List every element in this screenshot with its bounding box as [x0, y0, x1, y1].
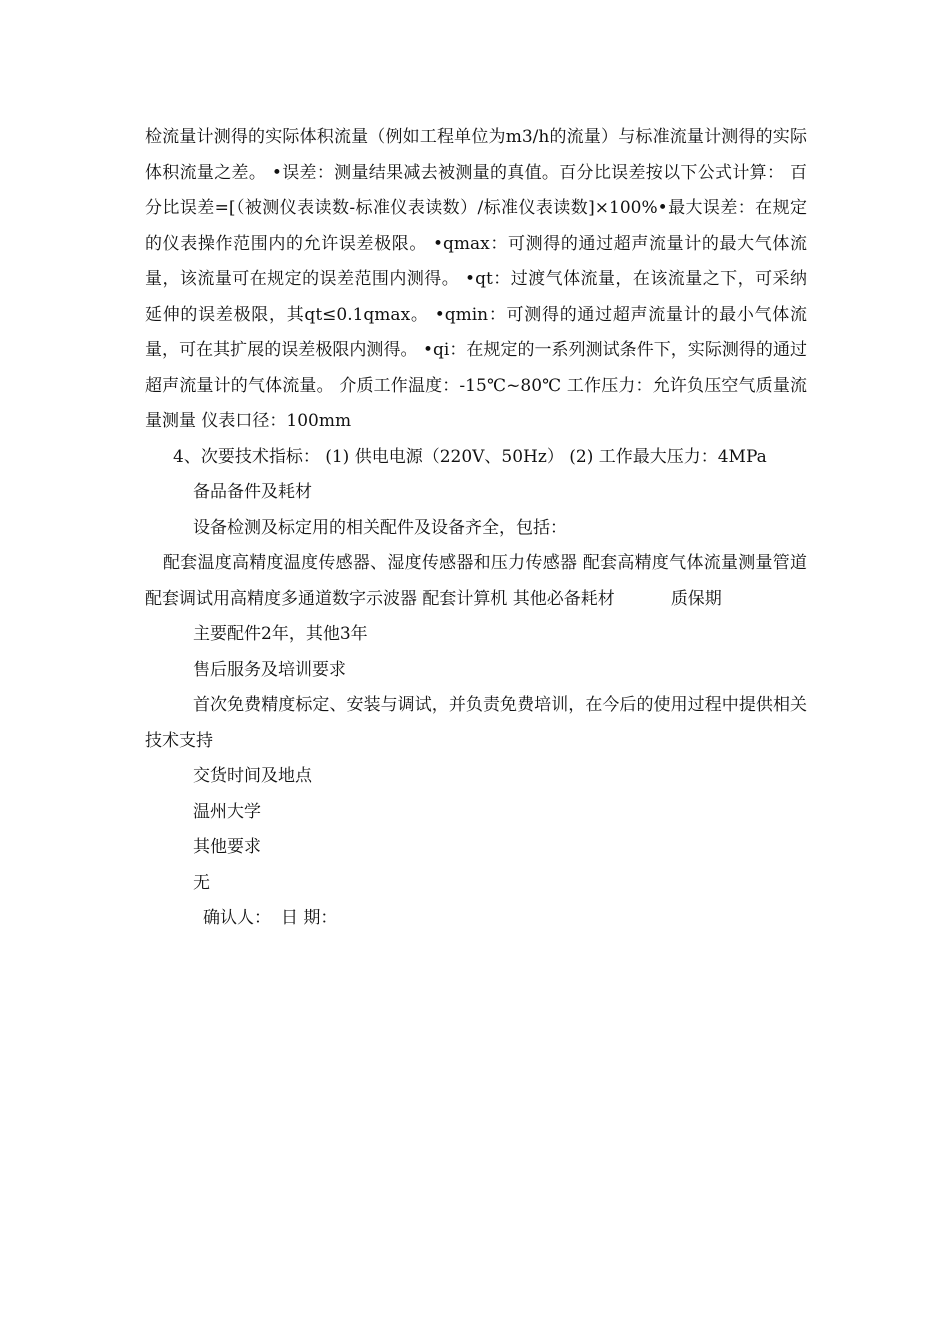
delivery-heading: 交货时间及地点 [193, 766, 312, 786]
warranty-heading: 质保期 [670, 588, 722, 609]
delivery-value: 温州大学 [193, 801, 261, 822]
spares-list-paragraph [145, 546, 807, 617]
spares-list-text: 配套温度高精度温度传感器、湿度传感器和压力传感器 配套高精度气体流量测量管道 配套调试用高精度多通道数字示波器 配套计算机 其他必备耗材 [145, 553, 807, 609]
warranty-value: 主要配件2年，其他3年 [193, 624, 368, 644]
spares-intro: 设备检测及标定用的相关配件及设备齐全，包括： [193, 517, 567, 538]
date-label: 日 期： [281, 908, 338, 928]
other-value: 无 [193, 872, 210, 893]
confirmer-label: 确认人： [203, 908, 271, 928]
secondary-specs-paragraph: 4、次要技术指标： (1) 供电电源（220V、50Hz） (2) 工作最大压力：4MPa [173, 446, 767, 467]
other-heading: 其他要求 [193, 837, 261, 857]
service-heading: 售后服务及培训要求 [193, 659, 346, 680]
signature-line [145, 901, 807, 937]
document-body [145, 120, 807, 937]
definitions-paragraph: 检流量计测得的实际体积流量（例如工程单位为m3/h的流量）与标准流量计测得的实际体积流量之差。 •误差：测量结果减去被测量的真值。百分比误差按以下公式计算： 百分比误差=[（被测仪表读数-标准仪表读数）/标准仪表读数]×100%•最大误差：在规定的仪表操作范围内的允许误差极限。 •qmax：可测得的通过超声流量计的最大气体流量，该流量可在规定的误差范围内测得。 •qt：过渡气体流量，在该流量之下，可采纳延伸的误差极限，其qt≤0.1qmax。 •qmin：可测得的通过超声流量计的最小气体流量，可在其扩展的误差极限内测得。 •qi：在规定的一系列测试条件下，实际测得的通过超声流量计的气体流量。 介质工作温度：-15℃~80℃ 工作压力：允许负压空气质量流量测量 仪表口径：100mm [145, 127, 807, 431]
service-value: 首次免费精度标定、安装与调试，并负责免费培训，在今后的使用过程中提供相关技术支持 [145, 695, 807, 751]
spares-heading: 备品备件及耗材 [193, 482, 312, 502]
